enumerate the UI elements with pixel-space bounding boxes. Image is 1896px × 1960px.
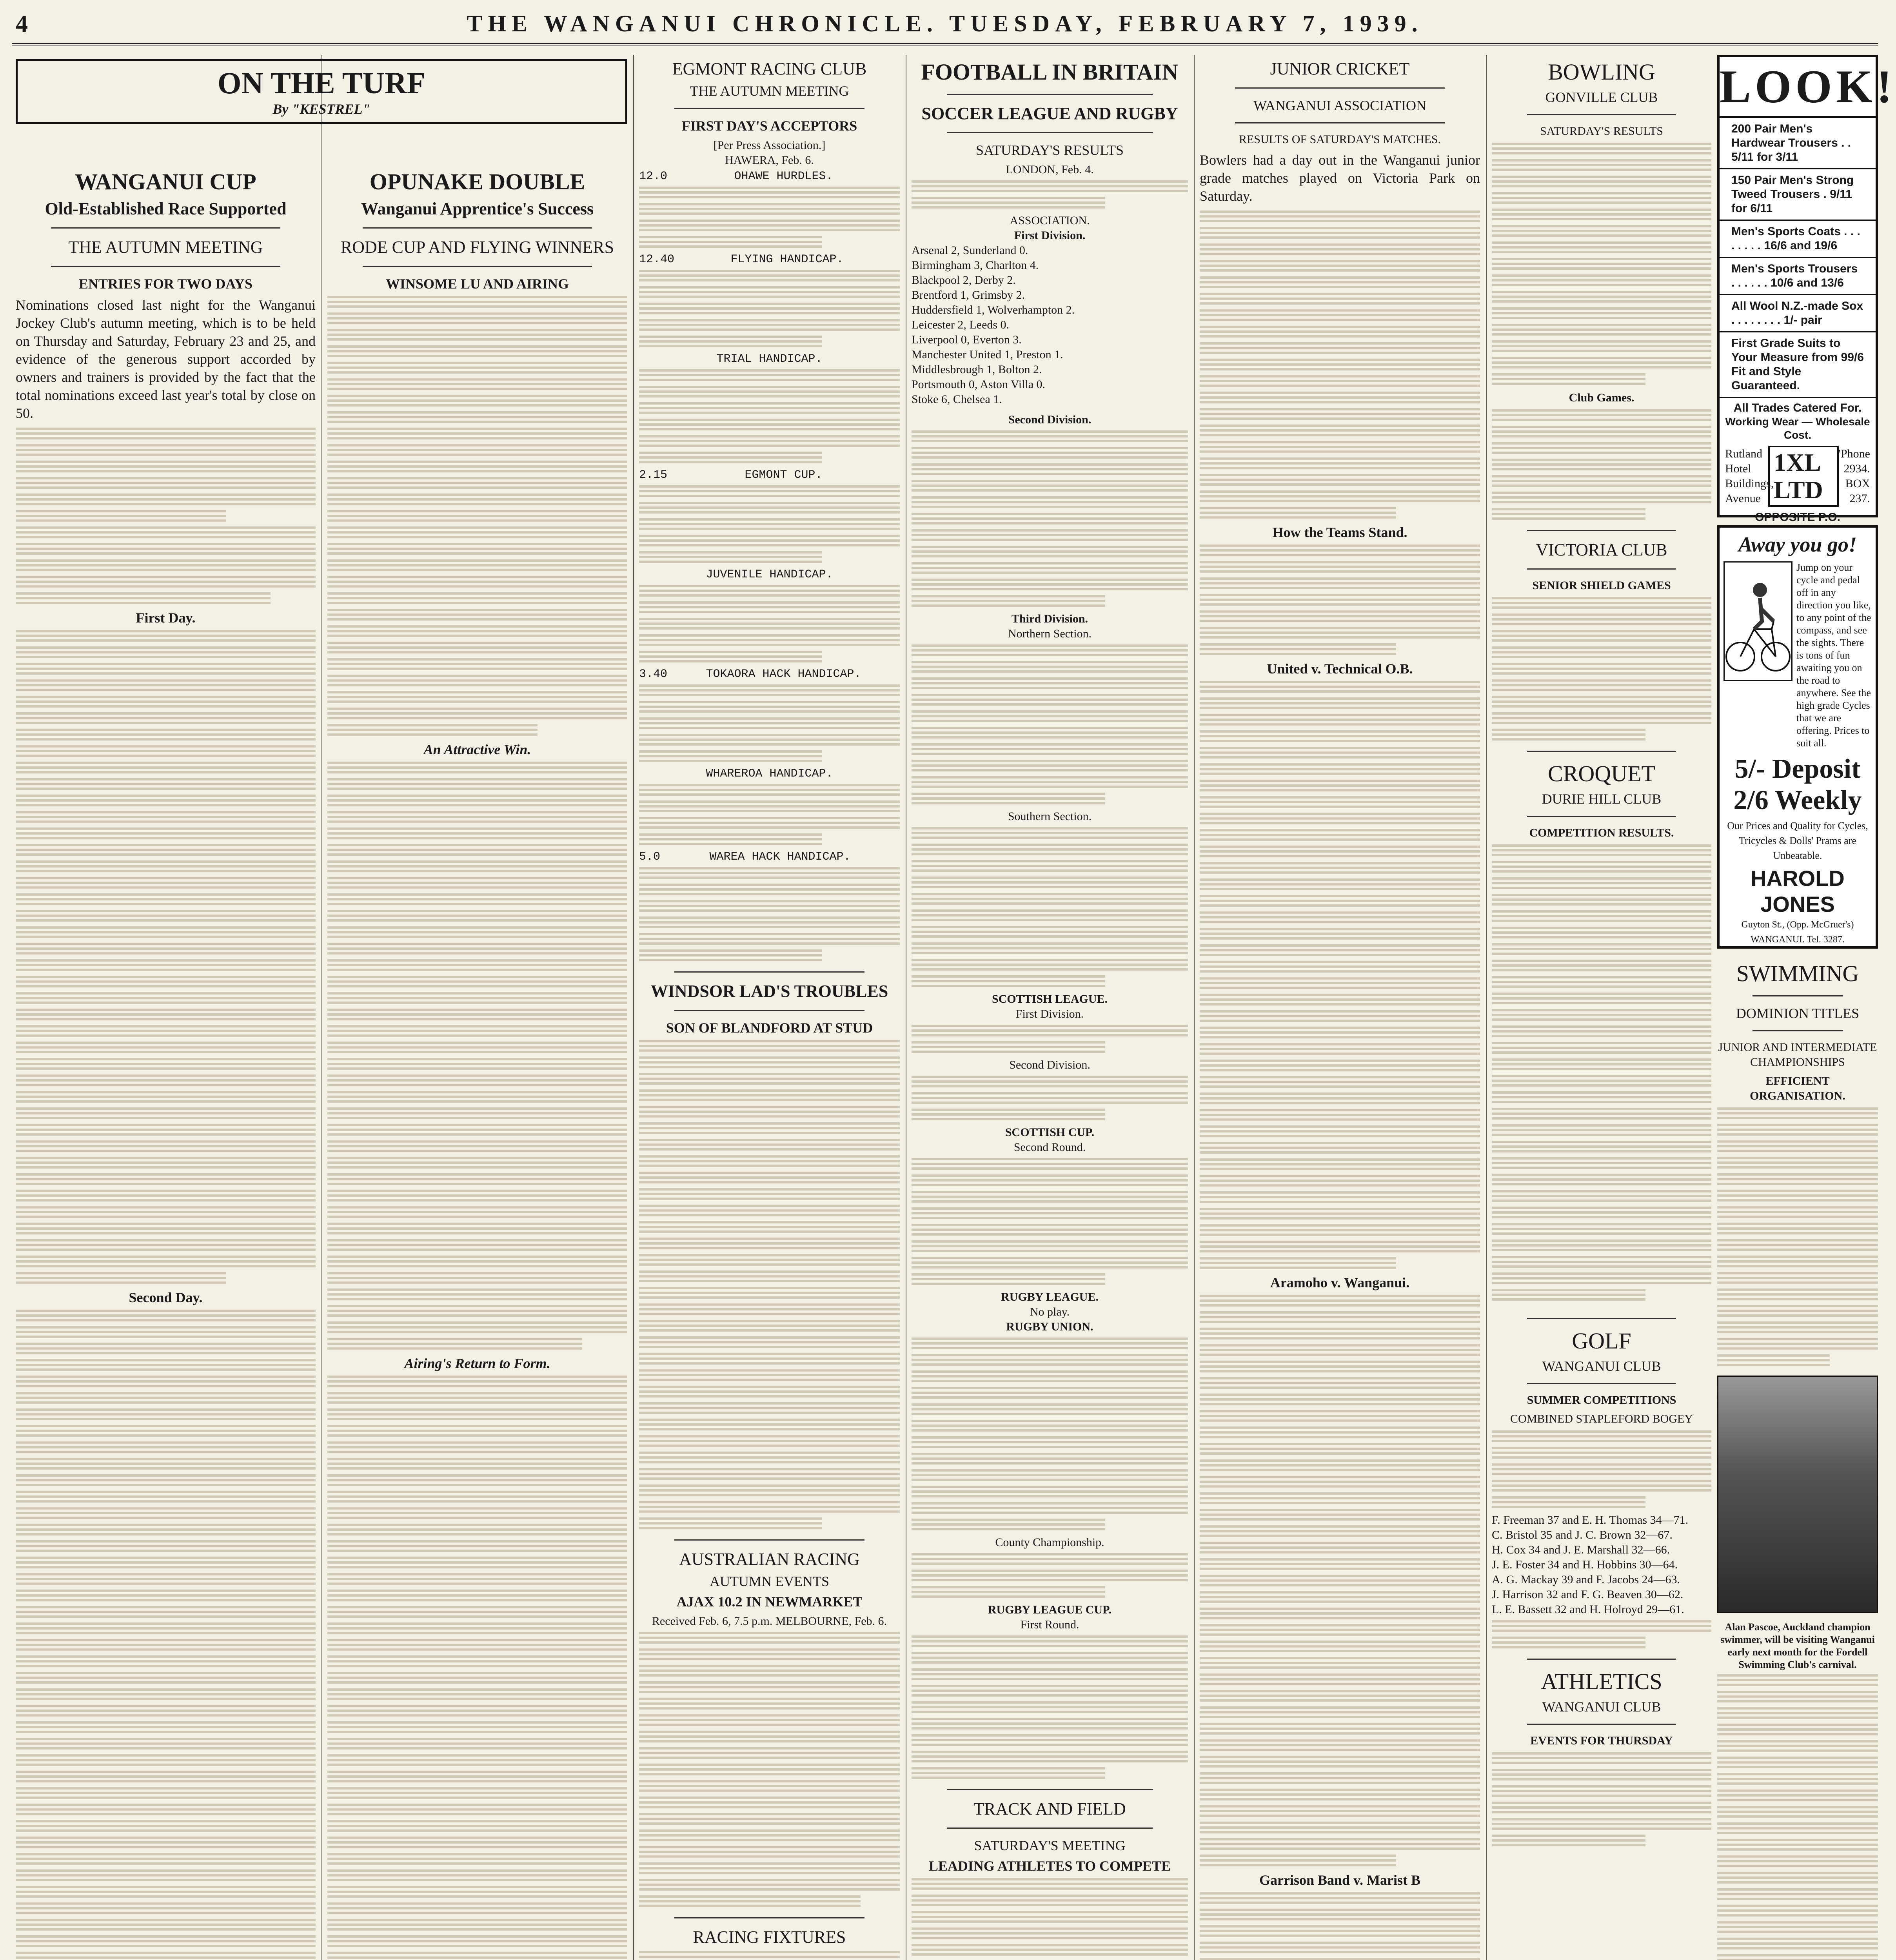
opunake-column [327, 165, 627, 1960]
athletics-heading: ATHLETICS [1541, 1669, 1662, 1694]
newspaper-title: THE WANGANUI CHRONICLE. TUESDAY, FEBRUARY 7, 1939. [467, 11, 1423, 36]
entries-heading: ENTRIES FOR TWO DAYS [78, 276, 253, 292]
masthead [12, 8, 1878, 45]
result-line: Arsenal 2, Sunderland 0. [912, 244, 1028, 257]
association-heading: ASSOCIATION. [1010, 214, 1090, 227]
football-results-heading: SATURDAY'S RESULTS [976, 142, 1124, 158]
section-heading: SCOTTISH CUP. [1005, 1126, 1095, 1139]
autumn-meeting-heading: THE AUTUMN MEETING [68, 238, 263, 257]
working-wear-line: Working Wear — Wholesale Cost. [1725, 416, 1870, 441]
weekly-line: 2/6 Weekly [1733, 785, 1862, 815]
golf-result: F. Freeman 37 and E. H. Thomas 34—71. [1492, 1514, 1689, 1526]
ajax-heading: AJAX 10.2 IN NEWMARKET [676, 1594, 863, 1610]
clothing-advert [1717, 55, 1896, 524]
trades-line: All Trades Catered For. [1733, 401, 1862, 414]
first-division-heading: First Division. [1014, 229, 1086, 242]
turf-section [16, 55, 627, 134]
race-name: WAREA HACK HANDICAP. [709, 850, 851, 864]
track-subheading-2: LEADING ATHLETES TO COMPETE [928, 1858, 1171, 1874]
summer-competitions-heading: SUMMER COMPETITIONS [1527, 1394, 1676, 1406]
turf-title: ON THE TURF [217, 66, 426, 100]
race-name: TOKAORA HACK HANDICAP. [706, 668, 861, 681]
section-heading: Third Division. [1011, 612, 1088, 625]
autumn-events-heading: AUTUMN EVENTS [710, 1573, 829, 1589]
race-name: EGMONT CUP. [745, 468, 823, 482]
race-name: TRIAL HANDICAP. [716, 352, 823, 366]
club-games-heading: Club Games. [1569, 391, 1634, 404]
section-heading: RUGBY LEAGUE. [1001, 1290, 1099, 1303]
acceptors-heading: FIRST DAY'S ACCEPTORS [681, 118, 857, 134]
section-heading: Second Division. [1008, 413, 1091, 426]
gonville-heading: GONVILLE CLUB [1545, 89, 1658, 105]
advert-line: Men's Sports Coats . . . . . . . . 16/6 and 19/6 [1720, 221, 1876, 258]
victoria-heading: VICTORIA CLUB [1536, 540, 1667, 559]
football-column [912, 55, 1188, 1960]
section-heading: Second Division. [1009, 1058, 1090, 1071]
result-line: Stoke 6, Chelsea 1. [912, 393, 1002, 406]
cricket-intro: Bowlers had a day out in the Wanganui junior grade matches played on Victoria Park on Saturday. [1200, 152, 1480, 204]
race-block: 12.40 FLYING HANDICAP. [639, 252, 900, 349]
turf-intro: Nominations closed last night for the Wanganui Jockey Club's autumn meeting, which is to be held on Thursday and Saturday, February 23 and 25, and evidence of the generous support accorded by owners and trainers is provided by the fact that the total nominations exceed last year's total by close on 50. [16, 297, 316, 421]
cricket-results-heading: RESULTS OF SATURDAY'S MATCHES. [1239, 133, 1441, 146]
cycle-text: Jump on your cycle and pedal off in any direction you like, to any point of the compass, and see the sights. There is tons of fun awaiting you on the road to anywhere. See the high grade Cycles that we are offering. Prices to suit all. [1796, 562, 1871, 749]
deposit-line: 5/- Deposit [1734, 754, 1861, 784]
race-name: OHAWE HURDLES. [734, 170, 833, 183]
golf-club-heading: WANGANUI CLUB [1542, 1358, 1661, 1374]
section-heading: SCOTTISH LEAGUE. [992, 993, 1108, 1005]
track-heading: TRACK AND FIELD [973, 1799, 1126, 1818]
race-block: 12.0 OHAWE HURDLES. [639, 169, 900, 249]
race-name: FLYING HANDICAP. [730, 253, 844, 266]
egmont-column [639, 55, 900, 1960]
airings-return-heading: Airing's Return to Form. [404, 1356, 550, 1371]
race-block: 5.0 WAREA HACK HANDICAP. [639, 850, 900, 963]
harold-jones-address: Guyton St., (Opp. McGruer's) WANGANUI. Tel. 3287. [1741, 920, 1854, 945]
football-subheading: SOCCER LEAGUE AND RUGBY [921, 104, 1178, 123]
bowling-results-heading: SATURDAY'S RESULTS [1540, 125, 1664, 138]
aus-racing-heading: AUSTRALIAN RACING [679, 1550, 860, 1569]
harold-jones-name: HAROLD JONES [1751, 866, 1845, 916]
cycle-prices: Our Prices and Quality for Cycles, Tricycles & Dolls' Prams are Unbeatable. [1727, 820, 1868, 861]
opunake-subheading: Wanganui Apprentice's Success [361, 199, 594, 218]
advert-line: Men's Sports Trousers . . . . . . 10/6 and 13/6 [1720, 258, 1876, 295]
senior-shield-heading: SENIOR SHIELD GAMES [1532, 579, 1671, 592]
football-heading: FOOTBALL IN BRITAIN [921, 59, 1179, 85]
race-name: JUVENILE HANDICAP. [706, 568, 833, 581]
racing-fixtures-heading: RACING FIXTURES [693, 1927, 846, 1947]
race-block: 3.40 TOKAORA HACK HANDICAP. [639, 667, 900, 764]
winsome-heading: WINSOME LU AND AIRING [385, 276, 569, 292]
shop-block [1720, 442, 1876, 511]
shop-logo: 1XL LTD [1768, 446, 1839, 507]
cricket-subheading: WANGANUI ASSOCIATION [1253, 98, 1426, 113]
swimming-heading: SWIMMING [1736, 961, 1859, 986]
durie-hill-heading: DURIE HILL CLUB [1542, 791, 1662, 807]
junior-intermediate-heading: JUNIOR AND INTERMEDIATE CHAMPIONSHIPS [1718, 1041, 1877, 1069]
result-line: Blackpool 2, Derby 2. [912, 274, 1016, 287]
shop-phone: 'Phone 2934. BOX 237. [1838, 447, 1870, 505]
alan-pascoe-photo [1717, 1376, 1878, 1613]
race-block: 2.15 EGMONT CUP. [639, 468, 900, 564]
advert-line: 200 Pair Men's Hardwear Trousers . . 5/11 for 3/11 [1720, 118, 1876, 169]
golf-heading: GOLF [1572, 1328, 1631, 1354]
race-name: WHAREROA HANDICAP. [706, 767, 833, 780]
match-heading: United v. Technical O.B. [1267, 661, 1413, 677]
section-heading: County Championship. [995, 1536, 1104, 1549]
result-line: Huddersfield 1, Wolverhampton 2. [912, 303, 1075, 316]
result-line: Leicester 2, Leeds 0. [912, 318, 1010, 331]
opunake-heading: OPUNAKE DOUBLE [369, 169, 585, 194]
section-heading: Second Round. [1013, 1141, 1086, 1154]
section-heading: RUGBY LEAGUE CUP. [988, 1603, 1112, 1616]
shop-address: Rutland Hotel Buildings, Avenue [1725, 447, 1774, 505]
opposite-post-office: OPPOSITE P.O. [1755, 511, 1840, 524]
result-line: Birmingham 3, Charlton 4. [912, 259, 1039, 272]
cyclist-illustration [1723, 561, 1792, 681]
golf-result: C. Bristol 35 and J. C. Brown 32—67. [1492, 1528, 1673, 1541]
bowling-column [1492, 55, 1711, 1960]
swimming-column [1717, 956, 1878, 1960]
windsor-heading: WINDSOR LAD'S TROUBLES [650, 982, 888, 1001]
windsor-subheading: SON OF BLANDFORD AT STUD [666, 1020, 873, 1036]
golf-result: J. E. Foster 34 and H. Hobbins 30—64. [1492, 1558, 1678, 1571]
stapleford-heading: COMBINED STAPLEFORD BOGEY [1510, 1412, 1693, 1425]
section-heading: Northern Section. [1008, 627, 1092, 640]
efficient-organisation-heading: EFFICIENT ORGANISATION. [1750, 1074, 1845, 1102]
athletics-club-heading: WANGANUI CLUB [1542, 1699, 1661, 1715]
race-block [639, 767, 900, 847]
golf-result: A. G. Mackay 39 and F. Jacobs 24—63. [1492, 1573, 1680, 1586]
advert-line: 150 Pair Men's Strong Tweed Trousers . 9/11 for 6/11 [1720, 169, 1876, 221]
photo-caption: Alan Pascoe, Auckland champion swimmer, will be visiting Wanganui early next month for the Fordell Swimming Club's carnival. [1720, 1621, 1875, 1670]
advert-line: All Wool N.Z.-made Sox . . . . . . . . 1/- pair [1720, 295, 1876, 332]
turf-title-box [16, 59, 627, 124]
cricket-column [1200, 55, 1480, 1960]
page-number: 4 [16, 11, 28, 37]
result-line: Liverpool 0, Everton 3. [912, 333, 1022, 346]
column-rule [1194, 55, 1195, 1960]
no-play: No play. [1030, 1305, 1070, 1318]
competition-results-heading: COMPETITION RESULTS. [1529, 826, 1674, 839]
cricket-heading: JUNIOR CRICKET [1270, 59, 1410, 78]
croquet-heading: CROQUET [1548, 761, 1655, 786]
result-line: Manchester United 1, Preston 1. [912, 348, 1063, 361]
race-block [639, 568, 900, 664]
rode-cup-heading: RODE CUP AND FLYING WINNERS [340, 238, 614, 257]
column-rule [633, 55, 634, 1960]
wanganui-cup-heading: WANGANUI CUP [75, 169, 256, 194]
section-heading: Southern Section. [1008, 810, 1092, 823]
cycle-headline: Away you go! [1738, 533, 1857, 556]
match-heading: Aramoho v. Wanganui. [1270, 1275, 1410, 1290]
look-headline: LOOK! [1720, 57, 1876, 118]
column-rule [1486, 55, 1487, 1960]
cycle-advert [1717, 525, 1878, 949]
column-rule [321, 55, 322, 1960]
bowling-heading: BOWLING [1548, 59, 1655, 85]
advert-line: First Grade Suits to Your Measure from 99/6 Fit and Style Guaranteed. [1720, 332, 1876, 398]
wanganui-cup-column [16, 165, 316, 1960]
how-teams-stand-heading: How the Teams Stand. [1272, 524, 1407, 540]
attractive-win-heading: An Attractive Win. [423, 742, 531, 757]
bicycle-icon [1725, 563, 1791, 680]
section-heading: RUGBY UNION. [1006, 1320, 1093, 1333]
egmont-heading: EGMONT RACING CLUB [672, 59, 867, 78]
section-heading: First Round. [1020, 1618, 1079, 1631]
aus-dateline: Received Feb. 6, 7.5 p.m. MELBOURNE, Feb. 6. [652, 1615, 887, 1628]
track-subheading: SATURDAY'S MEETING [974, 1838, 1126, 1853]
golf-result: H. Cox 34 and J. E. Marshall 32—66. [1492, 1543, 1670, 1556]
section-heading: First Division. [1015, 1007, 1084, 1020]
first-day-heading: First Day. [136, 610, 196, 626]
hawera-dateline: HAWERA, Feb. 6. [725, 154, 814, 167]
result-line: Portsmouth 0, Aston Villa 0. [912, 378, 1046, 391]
london-dateline: LONDON, Feb. 4. [1006, 163, 1094, 176]
golf-result: J. Harrison 32 and F. G. Beaven 30—62. [1492, 1588, 1684, 1601]
press-association: [Per Press Association.] [713, 139, 826, 152]
result-line: Middlesbrough 1, Bolton 2. [912, 363, 1042, 376]
egmont-subheading: THE AUTUMN MEETING [690, 83, 849, 99]
athletics-events-heading: EVENTS FOR THURSDAY [1530, 1734, 1673, 1747]
second-day-heading: Second Day. [129, 1290, 203, 1305]
turf-byline: By "KESTREL" [272, 101, 370, 117]
wanganui-cup-subheading: Old-Established Race Supported [45, 199, 287, 218]
match-heading: Garrison Band v. Marist B [1259, 1872, 1421, 1888]
race-block [639, 352, 900, 465]
result-line: Brentford 1, Grimsby 2. [912, 289, 1025, 301]
dominion-titles-heading: DOMINION TITLES [1736, 1005, 1860, 1021]
golf-result: L. E. Bassett 32 and H. Holroyd 29—61. [1492, 1603, 1684, 1616]
